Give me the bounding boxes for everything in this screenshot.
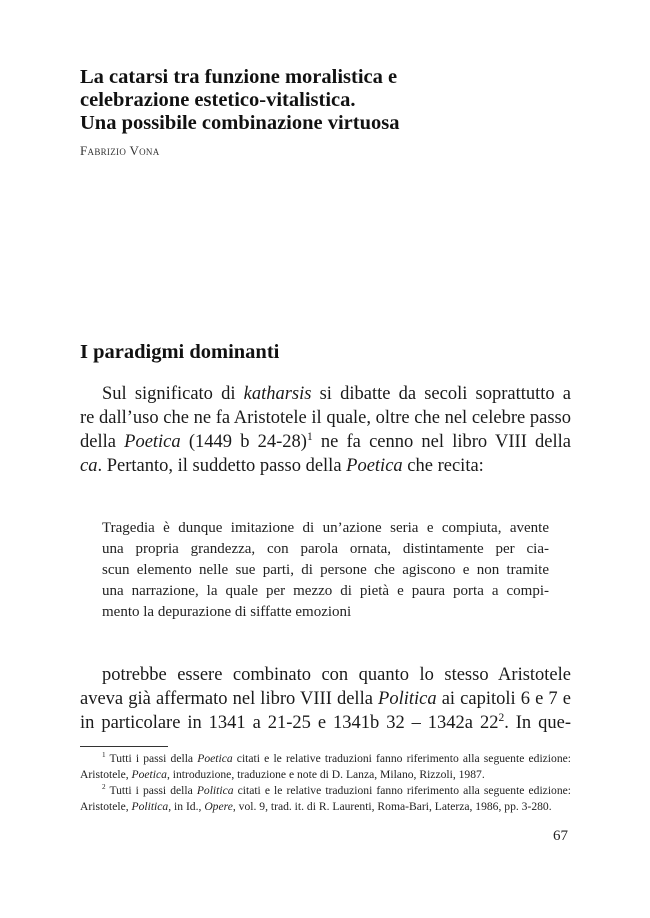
footnote-line: $^1$ Tutti i passi della Poetica citati e le relative traduzioni fanno riferimento alla seguente edizione: [102,751,571,765]
article-author: Fabrizio Vona [80,143,160,158]
article-title [80,66,580,135]
paragraph-line: Sul significato di katharsis si dibatte da secoli soprattutto a [102,384,571,404]
paragraph-line: ca. Pertanto, il suddetto passo della Poetica che recita: [80,456,484,476]
quote-line: Tragedia è dunque imitazione di un’azione seria e compiuta, avente [102,520,549,536]
quote-line: scun elemento nelle sue parti, di persone che agiscono e non tramite [102,562,549,578]
footnote-number: 1 [102,751,106,760]
paragraph-line: aveva già affermato nel libro VIII della Politica ai capitoli 6 e 7 e [80,689,571,709]
article-title-line: celebrazione estetico-vitalistica. [80,89,356,111]
footnote-ref: 1 [306,430,313,443]
page-number: 67 [553,828,568,844]
footnote-number: 2 [102,783,106,792]
article-title-line: La catarsi tra funzione moralistica e [80,66,398,88]
footnote-line: Aristotele, Politica, in Id., Opere, vol. 9, trad. it. di R. Laurenti, Roma-Bari, Laterza, 1986, pp. 3-280. [80,800,552,813]
footnote-ref: 2 [498,711,505,724]
footnote-separator [80,746,168,747]
paragraph-line: re dall’uso che ne fa Aristotele il quale, oltre che nel celebre passo [80,408,571,428]
quote-line: una narrazione, la quale per mezzo di pietà e paura porta a compi- [102,583,549,599]
quote-line: una propria grandezza, con parola ornata, distintamente per cia- [102,541,549,557]
paragraph-line: in particolare in 1341 a 21-25 e 1341b 32 – 1342a $22^2$. In que- [80,711,571,733]
section-heading: I paradigmi dominanti [80,341,280,363]
paragraph-line: della Poetica (1449 b 24-28)$^1$ ne fa cenno nel libro VIII della [80,430,571,452]
footnote-line: $^2$ Tutti i passi della Politica citati e le relative traduzioni fanno riferimento alla seguente edizione: [102,783,571,797]
paragraph-line: potrebbe essere combinato con quanto lo stesso Aristotele [102,665,571,685]
article-title-line: Una possibile combinazione virtuosa [80,112,400,134]
footnote-line: Aristotele, Poetica, introduzione, traduzione e note di D. Lanza, Milano, Rizzoli, 1987. [80,768,485,781]
quote-line: mento la depurazione di siffatte emozioni [102,604,352,620]
